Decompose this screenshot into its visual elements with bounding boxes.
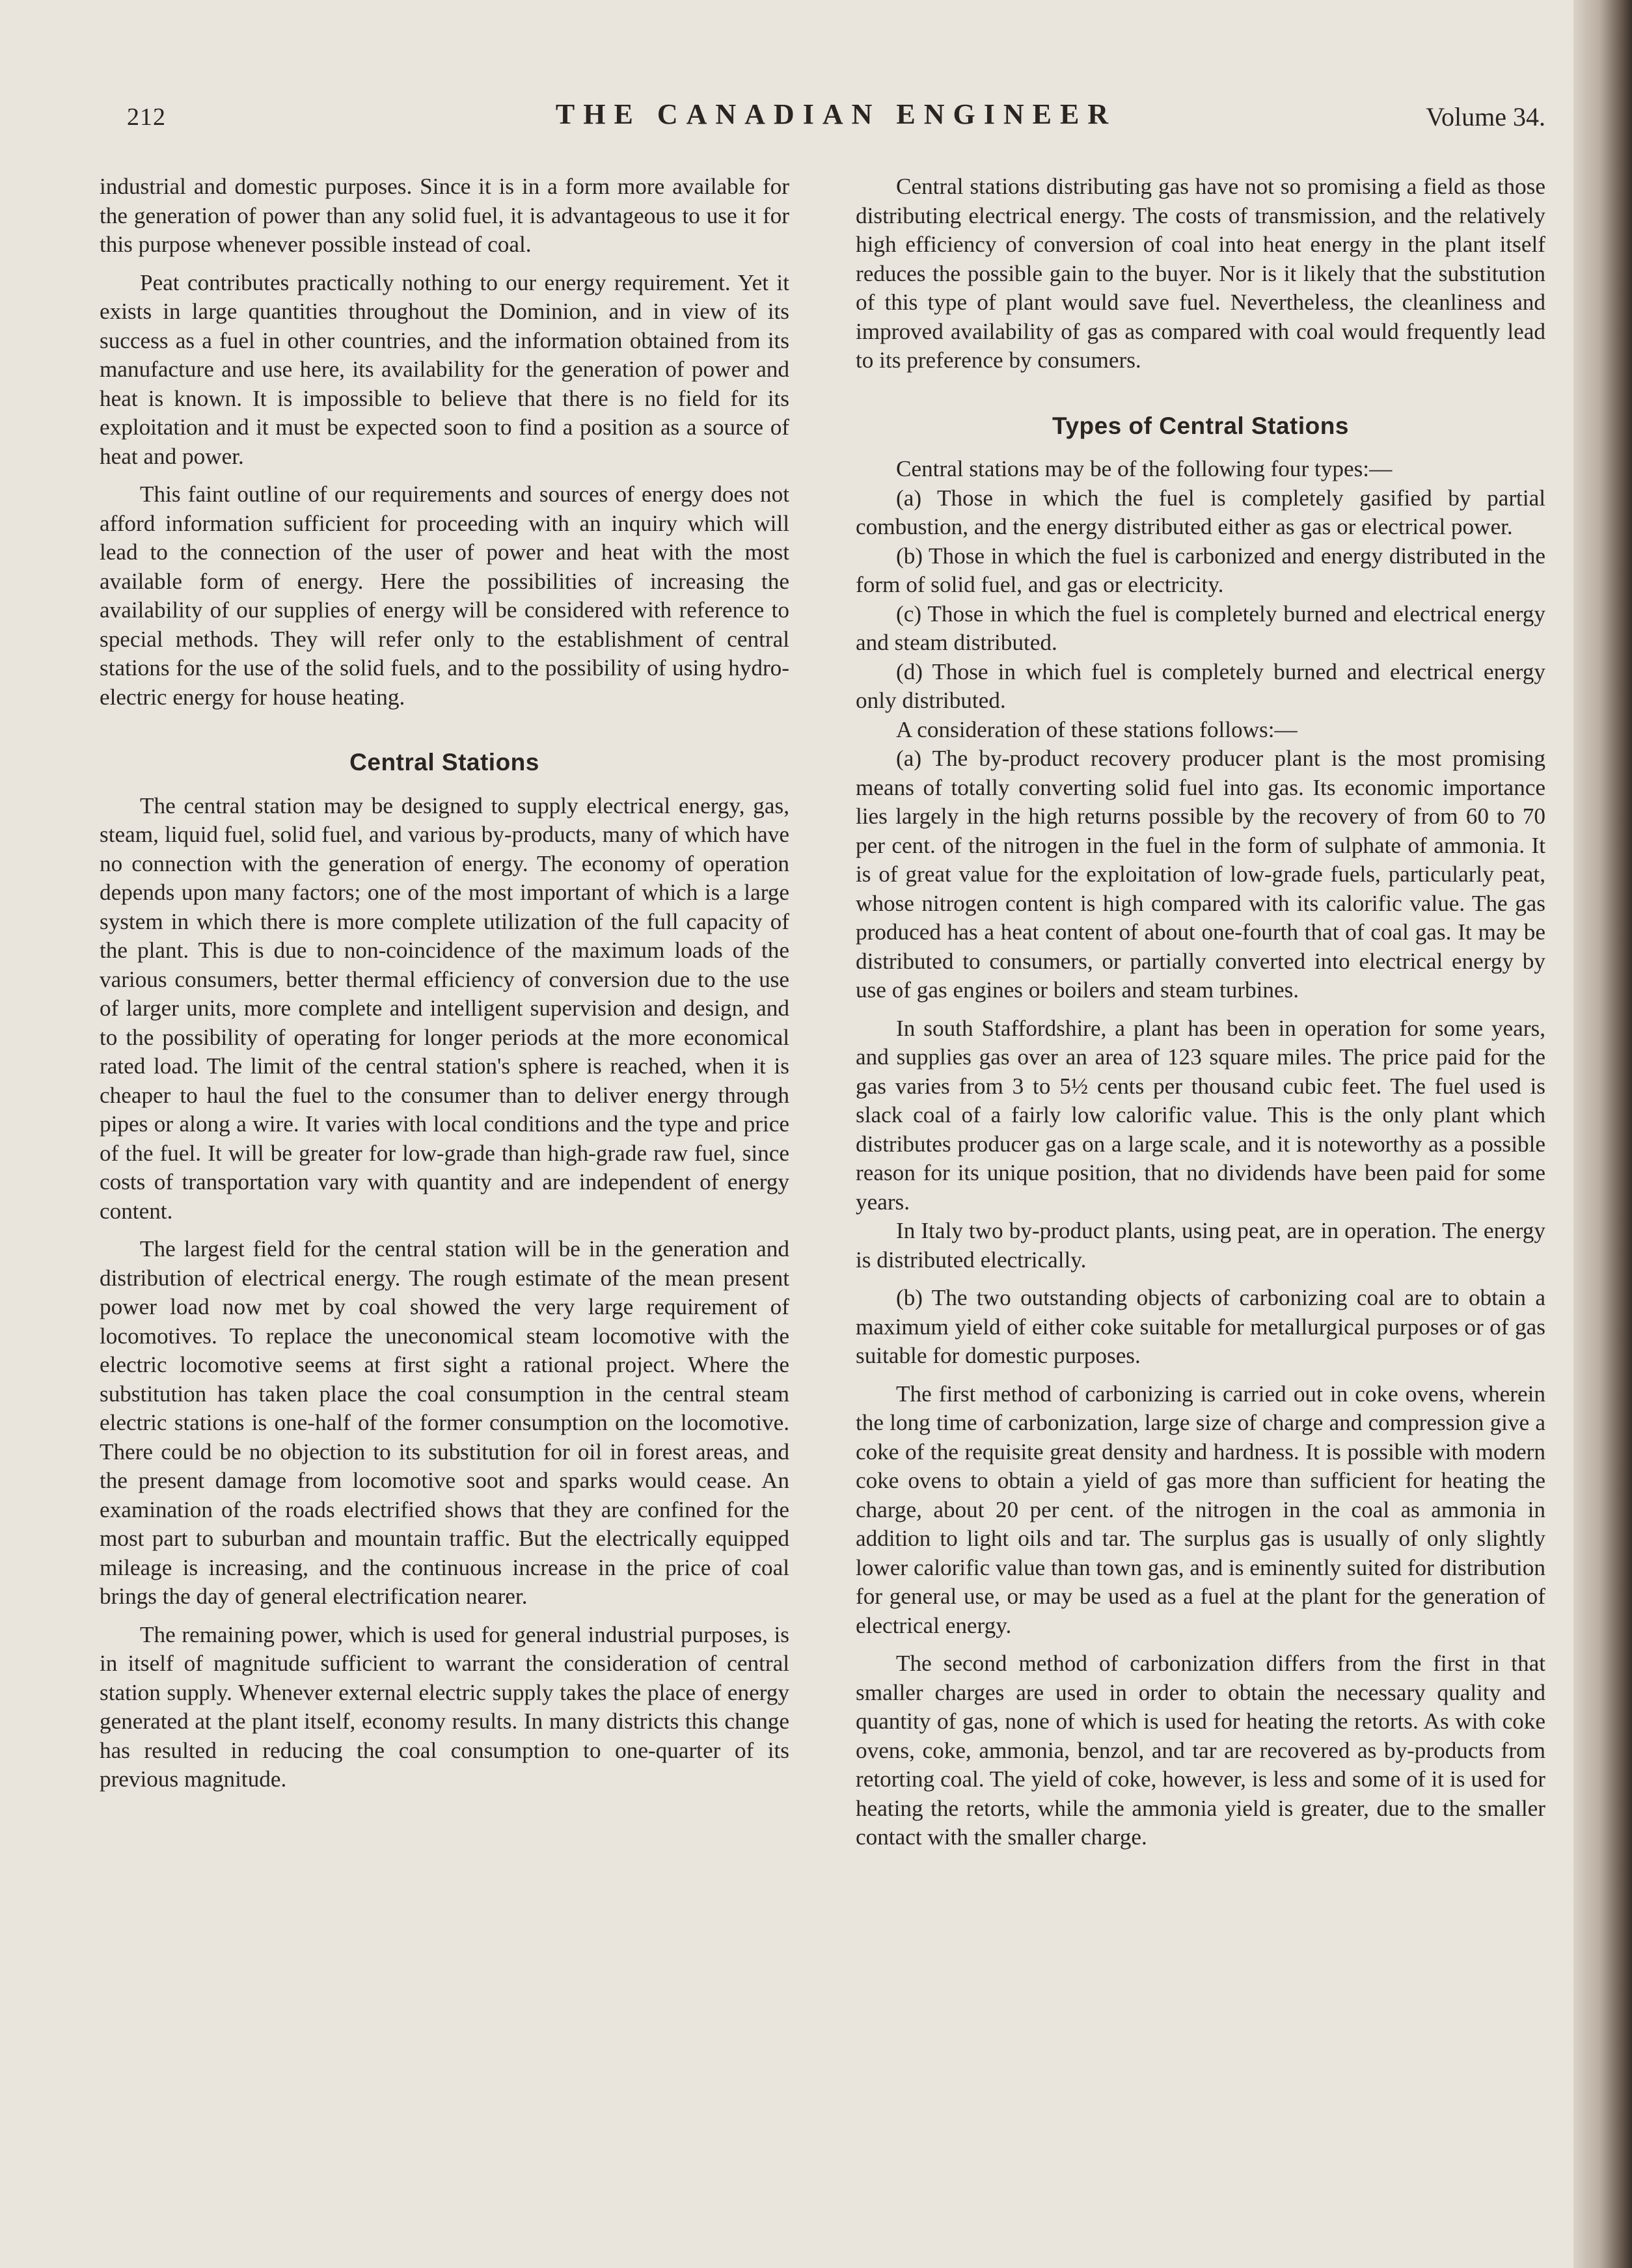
paragraph: (a) The by-product recovery producer plant is the most promising means of totally converting solid fuel into gas. Its economic importance lies largely in the high returns possible by the recovery of from 60 to 70 per cent. of the nitrogen in the fuel in the form of sulphate of ammonia. It is of great value for the exploitation of low-grade fuels, particularly peat, whose nitrogen content is high compared with its calorific value. The gas produced has a heat content of about one-fourth that of coal gas. It may be distributed to consumers, or partially converted into electrical energy by use of gas engines or boilers and steam turbines.	[856, 746, 1545, 1003]
paragraph: (b) The two outstanding objects of carbonizing coal are to obtain a maximum yield of either coke suitable for metallurgical purposes or of gas suitable for domestic purposes.	[856, 1285, 1545, 1368]
paragraph: The largest field for the central station will be in the generation and distribution of electrical energy. The rough estimate of the mean present power load now met by coal showed the very large requirement of locomotives. To replace the uneconomical steam locomotive with the electric locomotive seems at first sight a rational project. Where the substitution has taken place the coal consumption in the central steam electric stations is one-half of the former consumption on the locomotive. There could be no objection to its substitution for oil in forest areas, and the present damage from locomotive soot and sparks would cease. An examination of the roads electrified shows that they are confined for the most part to suburban and mountain traffic. But the electrically equipped mileage is increasing, and the continuous increase in the price of coal brings the day of general electrification nearer.	[100, 1236, 789, 1609]
section-heading-central-stations: Central Stations	[349, 749, 539, 776]
paragraph: The second method of carbonization differs from the first in that smaller charges are used in order to obtain the necessary quality and quantity of gas, none of which is used for heating the retorts. As with coke ovens, coke, ammonia, benzol, and tar are recovered as by-products from retorting coal. The yield of coke, however, is less and some of it is used for heating the retorts, while the ammonia yield is greater, due to the smaller contact with the smaller charge.	[856, 1651, 1545, 1850]
paragraph: The remaining power, which is used for general industrial purposes, is in itself of magnitude sufficient to warrant the consideration of central station supply. Whenever external electric supply takes the place of energy generated at the plant itself, economy results. In many districts this change has resulted in reducing the coal consumption to one-quarter of its previous magnitude.	[100, 1621, 789, 1792]
paragraph: A consideration of these stations follows:—	[896, 716, 1298, 742]
list-item: (d) Those in which fuel is completely burned and electrical energy only distributed.	[856, 658, 1545, 713]
paragraph: This faint outline of our requirements and sources of energy does not afford information sufficient for proceeding with an inquiry which will lead to the connection of the user of power and heat with the most available form of energy. Here the possibilities of increasing the availability of our supplies of energy will be considered with reference to special methods. They will refer only to the establishment of central stations for the use of the solid fuels, and to the possibility of using hydro-electric energy for house heating.	[100, 481, 789, 710]
paragraph: The first method of carbonizing is carried out in coke ovens, wherein the long time of carbonization, large size of charge and compression give a coke of the requisite great density and hardness. It is possible with modern coke ovens to obtain a yield of gas more than sufficient for heating the charge, about 20 per cent. of the nitrogen in the coal as ammonia in addition to light oils and tar. The surplus gas is usually of only slightly lower calorific value than town gas, and is eminently suited for distribution for general use, or may be used as a fuel at the plant for the generation of electrical energy.	[856, 1381, 1545, 1638]
paragraph: Central stations distributing gas have not so promising a field as those distributing electrical energy. The costs of transmission, and the relatively high efficiency of conversion of coal into heat energy in the plant itself reduces the possible gain to the buyer. Nor is it likely that the substitution of this type of plant would save fuel. Nevertheless, the cleanliness and improved availability of gas as compared with coal would frequently lead to its preference by consumers.	[856, 174, 1545, 373]
list-item: (b) Those in which the fuel is carbonized and energy distributed in the form of solid fuel, and gas or electricity.	[856, 543, 1545, 597]
paragraph: Central stations may be of the following four types:—	[896, 456, 1393, 481]
paragraph: In Italy two by-product plants, using peat, are in operation. The energy is distributed electrically.	[856, 1218, 1545, 1273]
page-number: 212	[127, 103, 166, 131]
section-heading-types-of-central-stations: Types of Central Stations	[1052, 412, 1349, 439]
page-edge-shadow	[1573, 0, 1632, 2268]
left-column	[100, 172, 789, 1803]
paragraph: industrial and domestic purposes. Since it is in a form more available for the generation of power than any solid fuel, it is advantageous to use it for this purpose whenever possible instead of coal.	[100, 174, 789, 257]
right-column	[856, 172, 1545, 1861]
list-item: (c) Those in which the fuel is completely burned and electrical energy and steam distributed.	[856, 601, 1545, 655]
list-item: (a) Those in which the fuel is completely gasified by partial combustion, and the energy distributed either as gas or electrical power.	[856, 485, 1545, 539]
volume-label: Volume 34.	[1426, 102, 1545, 131]
paragraph: Peat contributes practically nothing to our energy requirement. Yet it exists in large quantities throughout the Dominion, and in view of its success as a fuel in other countries, and the information obtained from its manufacture and use here, its availability for the generation of power and heat is known. It is impossible to believe that there is no field for its exploitation and it must be expected soon to find a position as a source of heat and power.	[100, 269, 789, 469]
paragraph: In south Staffordshire, a plant has been in operation for some years, and supplies gas over an area of 123 square miles. The price paid for the gas varies from 3 to 5½ cents per thousand cubic feet. The fuel used is slack coal of a fairly low calorific value. This is the only plant which distributes producer gas on a large scale, and it is noteworthy as a possible reason for its unique position, that no dividends have been paid for some years.	[856, 1015, 1545, 1215]
paragraph: The central station may be designed to supply electrical energy, gas, steam, liquid fuel, solid fuel, and various by-products, many of which have no connection with the generation of energy. The economy of operation depends upon many factors; one of the most important of which is a large system in which there is more complete utilization of the full capacity of the plant. This is due to non-coincidence of the maximum loads of the various consumers, better thermal efficiency of conversion due to the use of larger units, more complete and intelligent supervision and design, and to the possibility of operating for longer periods at the more economical rated load. The limit of the central station's sphere is reached, when it is cheaper to haul the fuel to the consumer than to deliver energy through pipes or along a wire. It varies with local conditions and the type and price of the fuel. It will be greater for low-grade than high-grade raw fuel, since costs of transportation vary with quantity and are independent of energy content.	[100, 792, 789, 1224]
journal-title: THE CANADIAN ENGINEER	[555, 98, 1117, 130]
page-header	[127, 98, 1545, 137]
